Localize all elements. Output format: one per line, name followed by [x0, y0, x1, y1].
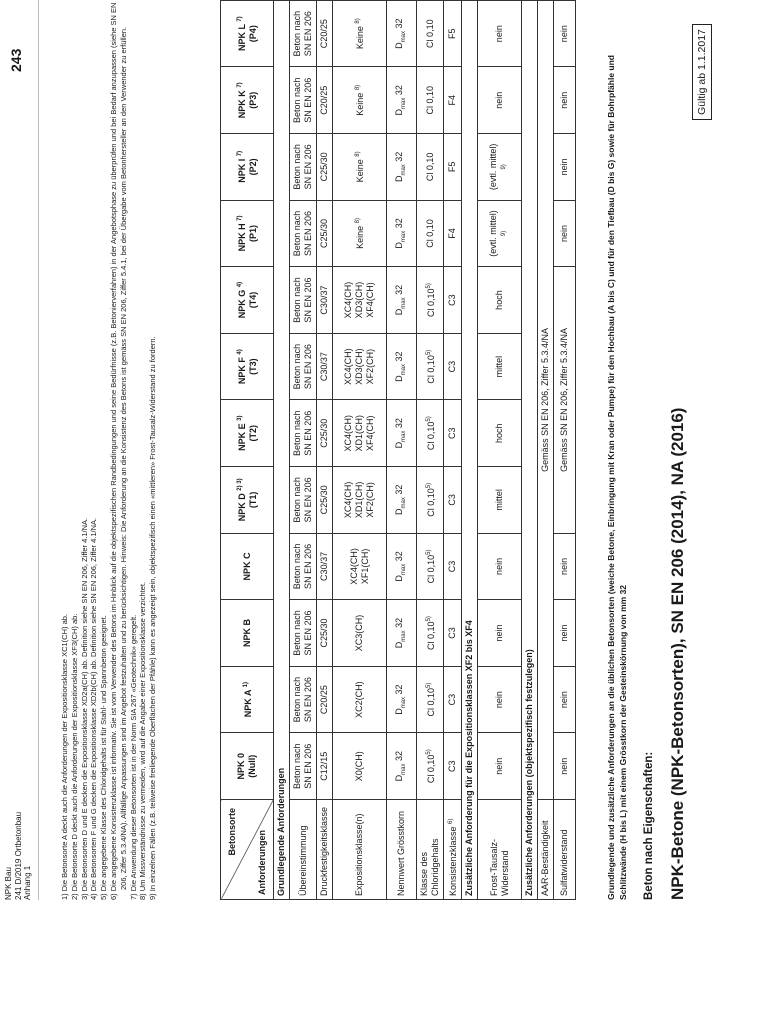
table-cell: $D_{max}$ 32	[387, 400, 417, 467]
footnote: 4) Die Betonsorten F und G decken die Expositionsklasse XD2b(CH) ab. Definition siehe SN EN 206, Ziffer 4.1/NA.	[89, 517, 99, 900]
intro-text: Grundlegende und zusätzliche Anforderungen an die üblichen Betonsorten (weiche Betone, Einbringung mit Kran oder Pumpe) für den Hochbau (A bis C) und für den Tiefbau (D bis G) sowie für Bohrpfähle und Schlitzwände (H bis L) mit einem Grösstkorn der Gesteinskörnung von mm 32	[606, 55, 628, 900]
table-cell: nein	[478, 533, 522, 600]
table-cell: C3	[444, 600, 462, 667]
table-cell: Beton nach SN EN 206	[290, 134, 317, 201]
section-row	[274, 0, 290, 899]
column-sub: (P2)	[248, 158, 258, 176]
table-cell: hoch	[478, 400, 522, 467]
footnote-ref: 7)	[237, 150, 243, 157]
table-cell: Beton nach SN EN 206	[290, 733, 317, 800]
table-cell: C20/25	[317, 0, 333, 67]
header-row	[221, 0, 274, 899]
table-cell: Cl 0,10	[417, 134, 444, 201]
footnote-ref: 7)	[237, 82, 243, 88]
footnote-ref: 8)	[355, 18, 361, 24]
table-cell: nein	[554, 200, 576, 267]
table-cell: C3	[444, 333, 462, 400]
subscript: max	[400, 31, 407, 43]
table-cell: XC4(CH) XD3(CH) XF2(CH)	[333, 333, 387, 400]
table-cell: Keine $^{8)}$	[333, 200, 387, 267]
corner-top: Betonsorte	[227, 808, 237, 856]
column-header	[221, 267, 274, 334]
column-header	[221, 134, 274, 201]
column-sub: (T4)	[248, 291, 258, 309]
section-row	[522, 0, 538, 899]
table-cell: (evtl. mittel) $^{9)}$	[478, 134, 522, 201]
table-cell: Cl 0,10$^{5)}$	[417, 467, 444, 534]
footer-line: NPK Bau	[4, 867, 13, 900]
table-cell: nein	[554, 600, 576, 667]
table-cell: C25/30	[317, 134, 333, 201]
table-cell: C20/25	[317, 67, 333, 134]
table-cell: hoch	[478, 267, 522, 334]
column-header	[221, 200, 274, 267]
table-cell: XC4(CH) XD3(CH) XF4(CH)	[333, 267, 387, 334]
footnote-ref: 9)	[500, 230, 507, 237]
table-row	[417, 0, 444, 899]
table-cell: $D_{max}$ 32	[387, 0, 417, 67]
section-title: Zusätzliche Anforderungen (objektspezifisch festzulegen)	[522, 0, 538, 899]
footer-line: Anhang 1	[23, 865, 32, 900]
table-row	[538, 0, 554, 899]
table-cell: Cl 0,10$^{5)}$	[417, 666, 444, 733]
footnote-ref: 5)	[425, 416, 432, 422]
table-cell: $D_{max}$ 32	[387, 134, 417, 201]
table-cell: nein	[478, 666, 522, 733]
table-cell: XC4(CH) XD1(CH) XF4(CH)	[333, 400, 387, 467]
table-cell: F5	[444, 0, 462, 67]
subscript: max	[400, 563, 407, 576]
footnote-ref: 9)	[500, 164, 507, 170]
row-label: Klasse des Chloridgehalts	[417, 800, 444, 900]
footnote: 9) In einzelnen Fällen (z.B. teilweise freiliegende Oberflächen der Pfähle) kann es angezeigt sein, objektspezifisch einen «mittleren» Frost-Tausalz-Widerstand zu fordern.	[148, 336, 158, 900]
footnote: 6) Die angegebene Konsistenzklasse ist informativ. Sie ist vom Verwender des Betons im Hinblick auf die objektspezifischen Randbedingungen und seine Bedürfnisse (z.B. Betonierverfahren) in der Angebotsphase zu überprüfen und bei Bedarf anzupassen (siehe SN EN 206, Ziffer 5.3.4/NA). Allfällige Anpassungen sind im Angebot festzuhalten und zu berücksichtigen. Hinweis: Die Anforderung an die Konsistenz des Betons ist gemäss SN EN 206, Ziffer 5.4.1, bei der Übergabe vom Betonhersteller an den Verwender zu erfüllen.	[108, 2, 128, 900]
column-sub: (P4)	[248, 25, 258, 43]
column-name: NPK I	[237, 158, 247, 183]
footnote: 7) Die Anwendung dieser Betonsorten ist in der Norm SIA 267 «Geotechnik» geregelt.	[128, 614, 138, 900]
table-cell: XC4(CH) XF1(CH)	[333, 533, 387, 600]
table-row	[317, 0, 333, 899]
footnote-ref: 5)	[425, 283, 432, 289]
table-cell: XC3(CH)	[333, 600, 387, 667]
row-label: Sulfatwiderstand	[554, 800, 576, 900]
subscript: max	[400, 297, 407, 309]
column-name: NPK G	[237, 289, 247, 319]
column-name: NPK K	[237, 90, 247, 119]
table-cell: Beton nach SN EN 206	[290, 666, 317, 733]
table-cell: Cl 0,10$^{5)}$	[417, 733, 444, 800]
table-cell: nein	[554, 134, 576, 201]
table-cell: C25/30	[317, 600, 333, 667]
table-cell: Cl 0,10$^{5)}$	[417, 400, 444, 467]
table-cell: C3	[444, 267, 462, 334]
subscript: max	[400, 164, 407, 176]
table-cell: $D_{max}$ 32	[387, 600, 417, 667]
footnote-ref: 3)	[237, 415, 243, 421]
table-cell: $D_{max}$ 32	[387, 67, 417, 134]
column-header	[221, 533, 274, 600]
column-sub: (P1)	[248, 224, 258, 242]
column-name: NPK E	[237, 423, 247, 451]
subscript: max	[400, 630, 407, 642]
section-title: Grundlegende Anforderungen	[274, 0, 290, 899]
table-cell: nein	[554, 533, 576, 600]
footer-line: 241 D/2019 Ortbetonbau	[13, 811, 23, 900]
table-cell: $D_{max}$ 32	[387, 267, 417, 334]
table-cell: Cl 0,10	[417, 0, 444, 67]
subscript: max	[400, 696, 407, 709]
table-cell: Gemäss SN EN 206, Ziffer 5.3.4/NA	[554, 267, 576, 533]
table-cell: Cl 0,10$^{5)}$	[417, 600, 444, 667]
footnote: 3) Die Betonsorten D und E decken die Expositionsklasse XD2a(CH) ab. Definition siehe SN EN 206, Ziffer 4.1/NA.	[79, 517, 89, 900]
footer	[4, 812, 33, 900]
subscript: max	[400, 497, 407, 509]
table-cell: (evtl. mittel) $^{9)}$	[478, 200, 522, 267]
table-cell: C20/25	[317, 666, 333, 733]
table-cell: C3	[444, 400, 462, 467]
table-cell: nein	[478, 0, 522, 67]
table-cell: C30/37	[317, 267, 333, 334]
row-label: Nennwert Grösstkorn	[387, 800, 417, 900]
table-cell: Keine $^{8)}$	[333, 134, 387, 201]
table-cell: $D_{max}$ 32	[387, 733, 417, 800]
table-cell: Cl 0,10$^{5)}$	[417, 333, 444, 400]
table-cell: Gemäss SN EN 206, Ziffer 5.3.4/NA	[538, 0, 554, 799]
footnote-ref: 5)	[425, 682, 432, 689]
column-name: NPK 0	[236, 752, 246, 780]
table-body	[274, 0, 576, 899]
column-sub: (T2)	[248, 424, 258, 442]
table-cell: X0(CH)	[333, 733, 387, 800]
table-cell: Beton nach SN EN 206	[290, 267, 317, 334]
table-cell: XC2(CH)	[333, 666, 387, 733]
table-cell: C12/15	[317, 733, 333, 800]
column-name: NPK L	[237, 24, 247, 52]
column-header	[221, 467, 274, 534]
column-name: NPK F	[237, 357, 247, 385]
table-row	[444, 0, 462, 899]
table-cell: C30/37	[317, 533, 333, 600]
table-cell: nein	[554, 0, 576, 67]
table-cell: Beton nach SN EN 206	[290, 333, 317, 400]
footnote-ref: 7)	[237, 215, 243, 221]
column-sub: (T1)	[248, 491, 258, 509]
table-cell: F4	[444, 67, 462, 134]
table-cell: nein	[554, 733, 576, 800]
table-cell: mittel	[478, 467, 522, 534]
table-cell: Beton nach SN EN 206	[290, 467, 317, 534]
subscript: max	[400, 230, 407, 243]
table-row	[290, 0, 317, 899]
column-header	[221, 400, 274, 467]
footnotes	[60, 0, 158, 900]
row-label: AAR-Beständigkeit	[538, 800, 554, 900]
table-cell: XC4(CH) XD1(CH) XF2(CH)	[333, 467, 387, 534]
column-name: NPK C	[241, 552, 252, 581]
table-cell: Cl 0,10$^{5)}$	[417, 267, 444, 334]
footnote-ref: 6)	[448, 818, 454, 824]
row-label: Expositionsklasse(n)	[333, 800, 387, 900]
table-row	[478, 0, 522, 899]
table-cell: Keine $^{8)}$	[333, 67, 387, 134]
table-cell: nein	[478, 600, 522, 667]
table-cell: C30/37	[317, 333, 333, 400]
table-cell: $D_{max}$ 32	[387, 333, 417, 400]
footnote: 2) Die Betonsorte D deckt auch die Anforderungen der Expositionsklasse XF3(CH) ab.	[69, 613, 79, 900]
table-cell: $D_{max}$ 32	[387, 533, 417, 600]
concrete-table	[220, 0, 576, 900]
footnote-ref: 4)	[237, 281, 243, 288]
table-cell: C3	[444, 733, 462, 800]
table-cell: F5	[444, 134, 462, 201]
footnote: 8) Um Missverständnisse zu vermeiden, wird auf die Angabe einer Expositionsklasse verzichtet.	[138, 581, 148, 900]
footnote-ref: 2) 3)	[237, 478, 243, 491]
table-cell: Cl 0,10	[417, 67, 444, 134]
table-cell: nein	[478, 67, 522, 134]
table-cell: Beton nach SN EN 206	[290, 400, 317, 467]
column-header	[221, 333, 274, 400]
row-label: Frost-Tausalz-Widerstand	[478, 800, 522, 900]
column-sub: (T3)	[248, 358, 258, 375]
table-cell: Beton nach SN EN 206	[290, 0, 317, 67]
column-header	[221, 0, 274, 67]
table-cell: $D_{max}$ 32	[387, 666, 417, 733]
column-sub: (P3)	[248, 91, 258, 109]
row-label: Übereinstimmung	[290, 800, 317, 900]
table-cell: nein	[478, 733, 522, 800]
footnote-ref: 5)	[425, 749, 432, 755]
table-cell: Keine $^{8)}$	[333, 0, 387, 67]
column-sub: (Null)	[247, 754, 257, 778]
table-cell: nein	[554, 666, 576, 733]
footnote-ref: 5)	[425, 482, 432, 489]
validity-box: Gültig ab 1.1.2017	[692, 24, 712, 120]
subscript: max	[400, 430, 407, 442]
section-title: Zusätzliche Anforderung für die Expositionsklassen XF2 bis XF4	[462, 0, 478, 899]
column-name: NPK B	[241, 619, 252, 648]
table-cell: Beton nach SN EN 206	[290, 67, 317, 134]
table-cell: C3	[444, 467, 462, 534]
page-number: 243	[8, 48, 24, 72]
column-header	[221, 67, 274, 134]
corner-cell	[221, 800, 274, 900]
footnote-ref: 5)	[425, 616, 432, 622]
footnote: 5) Die angegebene Klasse des Chloridgehalts ist für Stahl- und Spannbeton geeignet.	[99, 615, 109, 900]
column-name: NPK H	[237, 223, 247, 252]
table-cell: nein	[554, 67, 576, 134]
footnote-ref: 7)	[237, 16, 243, 22]
table-cell: C3	[444, 666, 462, 733]
table-cell: C25/30	[317, 400, 333, 467]
table-cell: $D_{max}$ 32	[387, 200, 417, 267]
table-cell: C25/30	[317, 200, 333, 267]
table-cell: $D_{max}$ 32	[387, 467, 417, 534]
row-label: Konsistenzklasse $^{6)}$	[444, 800, 462, 900]
divider	[38, 0, 39, 900]
column-header	[221, 600, 274, 667]
page-title: NPK-Betone (NPK-Betonsorten), SN EN 206 (2014), NA (2016)	[668, 407, 687, 900]
table-cell: F4	[444, 200, 462, 267]
footnote-ref: 8)	[355, 84, 361, 91]
footnote-ref: 4)	[237, 349, 243, 355]
footnote-ref: 1)	[242, 682, 249, 688]
subtitle: Beton nach Eigenschaften:	[643, 751, 655, 900]
table-row	[554, 0, 576, 899]
corner-bottom: Anforderungen	[257, 830, 267, 895]
subscript: max	[400, 97, 407, 109]
column-name: NPK D	[237, 493, 247, 522]
column-header	[221, 666, 274, 733]
table-row	[387, 0, 417, 899]
footnote: 1) Die Betonsorte A deckt auch die Anforderungen der Expositionsklasse XC1(CH) ab.	[60, 614, 69, 900]
table-row	[333, 0, 387, 899]
table-cell: Beton nach SN EN 206	[290, 533, 317, 600]
row-label: Druckfestigkeitsklasse	[317, 800, 333, 900]
table-cell: Beton nach SN EN 206	[290, 600, 317, 667]
footnote-ref: 5)	[425, 349, 432, 356]
section-row	[462, 0, 478, 899]
footnote-ref: 5)	[425, 549, 432, 555]
subscript: max	[400, 363, 407, 376]
footnote-ref: 8)	[355, 151, 361, 157]
table-cell: mittel	[478, 333, 522, 400]
column-header	[221, 733, 274, 800]
table-cell: Cl 0,10	[417, 200, 444, 267]
footnote-ref: 8)	[355, 218, 361, 224]
subscript: max	[400, 763, 407, 775]
table-cell: Beton nach SN EN 206	[290, 200, 317, 267]
table-cell: Cl 0,10$^{5)}$	[417, 533, 444, 600]
table-cell: C25/30	[317, 467, 333, 534]
table-cell: C3	[444, 533, 462, 600]
column-name: NPK A	[242, 689, 253, 718]
